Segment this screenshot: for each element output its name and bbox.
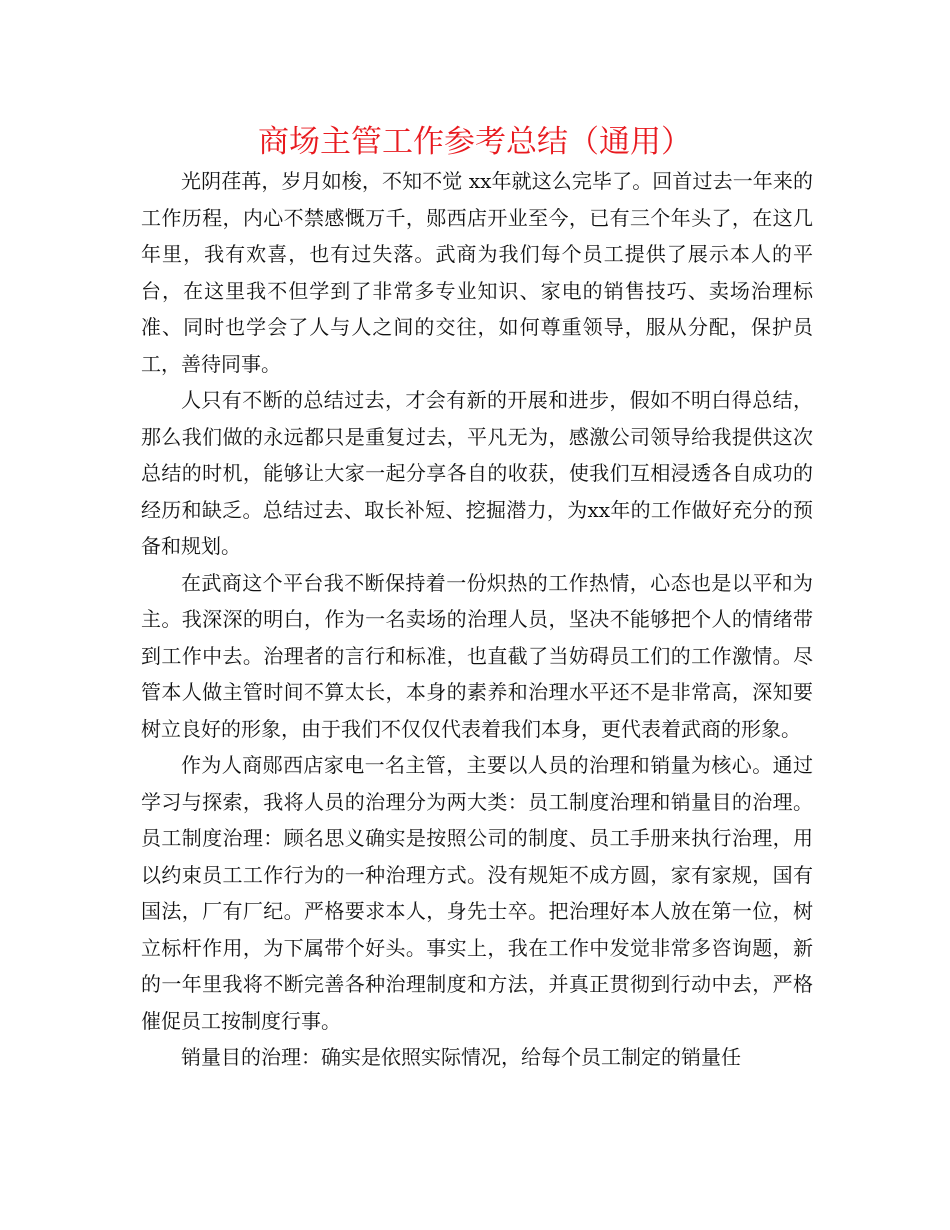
paragraph-2: 人只有不断的总结过去，才会有新的开展和进步，假如不明白得总结，那么我们做的永远都只是重复过去，平凡无为，感激公司领导给我提供这次总结的时机，能够让大家一起分享各自的收获，使我们互相浸透各自成功的经历和缺乏。总结过去、取长补短、挖掘潜力，为xx年的工作做好充分的预备和规划。 [141, 388, 813, 558]
paragraph-5: 销量目的治理：确实是依照实际情况，给每个员工制定的销量任 [181, 1045, 741, 1069]
document-title: 商场主管工作参考总结（通用） [258, 124, 692, 160]
paragraph-1: 光阴荏苒，岁月如梭，不知不觉 xx年就这么完毕了。回首过去一年来的工作历程，内心不禁感慨万千，郧西店开业至今，已有三个年头了，在这几年里，我有欢喜，也有过失落。武商为我们每个员工提供了展示本人的平台，在这里我不但学到了非常多专业知识、家电的销售技巧、卖场治理标准、同时也学会了人与人之间的交往，如何尊重领导，服从分配，保护员工，善待同事。 [141, 169, 813, 376]
document-body [141, 163, 813, 1076]
paragraph-3: 在武商这个平台我不断保持着一份炽热的工作热情，心态也是以平和为主。我深深的明白，作为一名卖场的治理人员，坚决不能够把个人的情绪带到工作中去。治理者的言行和标准，也直截了当妨碍员工们的工作激情。尽管本人做主管时间不算太长，本身的素养和治理水平还不是非常高，深知要树立良好的形象，由于我们不仅仅代表着我们本身，更代表着武商的形象。 [141, 570, 813, 741]
paragraph-4: 作为人商郧西店家电一名主管，主要以人员的治理和销量为核心。通过学习与探索，我将人员的治理分为两大类：员工制度治理和销量目的治理。 员工制度治理：顾名思义确实是按照公司的制度、员工手册来执行治理，用以约束员工工作行为的一种治理方式。没有规矩不成方圆，家有家规，国有国法，厂有厂纪。严格要求本人，身先士卒。把治理好本人放在第一位，树立标杆作用，为下属带个好头。事实上，我在工作中发觉非常多咨询题，新的一年里我将不断完善各种治理制度和方法，并真正贯彻到行动中去，严格催促员工按制度行事。 [141, 753, 813, 1033]
